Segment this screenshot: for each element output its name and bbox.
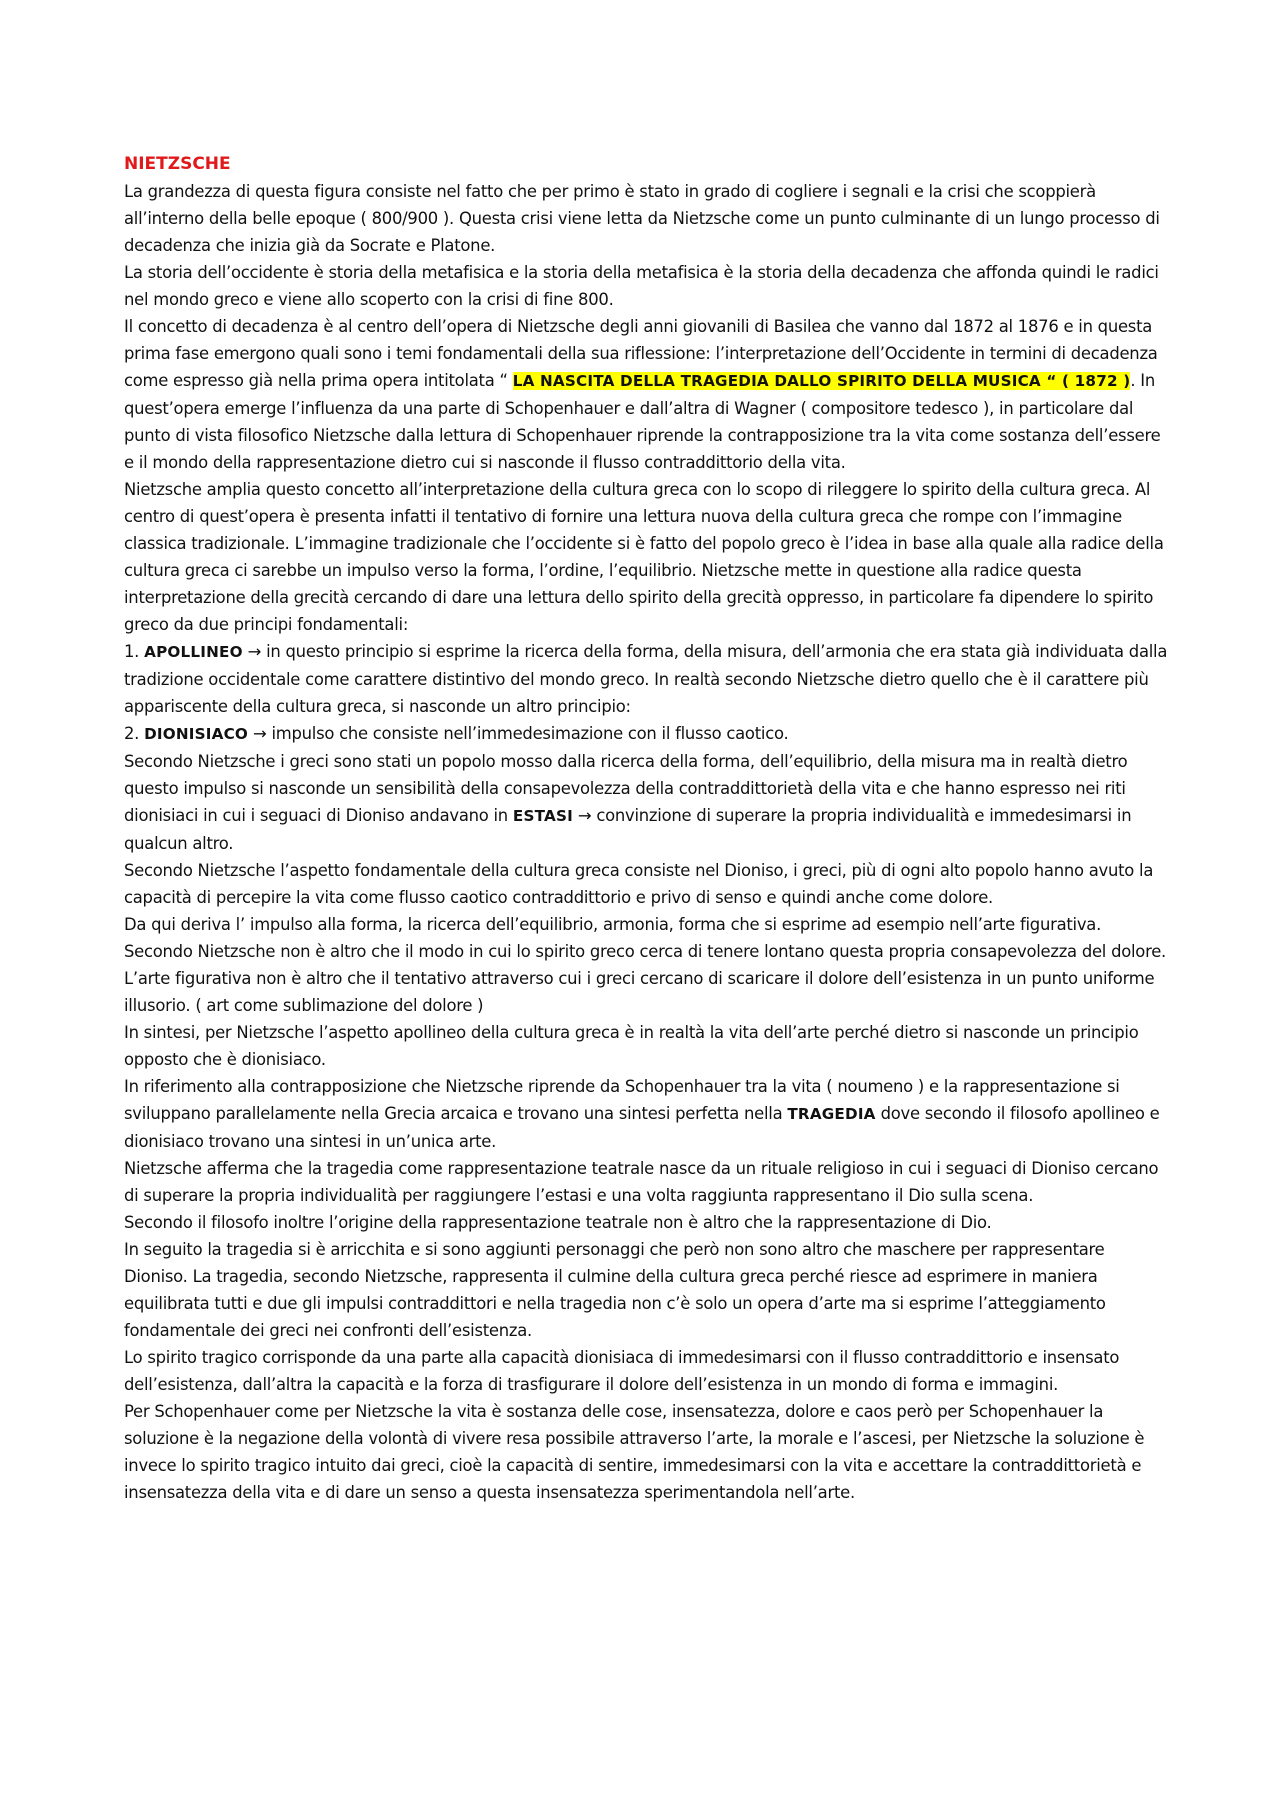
term-apollineo: APOLLINEO — [144, 643, 243, 661]
paragraph-spirito-tragico: Lo spirito tragico corrisponde da una parte alla capacità dionisiaca di immedesimarsi con il flusso contraddittorio e insensato dell’esistenza, dall’altra la capacità e la forza di trasfigurare il dolore dell’esistenza in un mondo di forma e immagini. — [124, 1348, 1120, 1394]
list-item-text: → impulso che consiste nell’immedesimazione con il flusso caotico. — [248, 724, 789, 743]
page-title: NIETZSCHE — [124, 154, 231, 174]
term-dionisiaco: DIONISIACO — [144, 725, 249, 743]
paragraph-metaphysics: La storia dell’occidente è storia della metafisica e la storia della metafisica è la storia della decadenza che affonda quindi le radici nel mondo greco e viene allo scoperto con la crisi di fine 800. — [124, 263, 1159, 309]
paragraph-arte-figurativa: L’arte figurativa non è altro che il tentativo attraverso cui i greci cercano di scaricare il dolore dell’esistenza in un punto uniforme illusorio. ( art come sublimazione del dolore ) — [124, 969, 1155, 1015]
document-body — [124, 151, 1170, 1506]
paragraph-intro: La grandezza di questa figura consiste nel fatto che per primo è stato in grado di cogliere i segnali e la crisi che scoppierà all’interno della belle epoque ( 800/900 ). Questa crisi viene letta da Nietzsche come un punto culminante di un lungo processo di decadenza che inizia già da Socrate e Platone. — [124, 182, 1160, 255]
highlighted-book-title: LA NASCITA DELLA TRAGEDIA DALLO SPIRITO DELLA MUSICA “ ( 1872 ) — [512, 372, 1131, 390]
paragraph-text: → convinzione di superare la propria individualità e immedesimarsi in qualcun altro. — [124, 806, 1132, 853]
paragraph-schopenhauer: Per Schopenhauer come per Nietzsche la vita è sostanza delle cose, insensatezza, dolore e caos però per Schopenhauer la soluzione è la negazione della volontà di vivere resa possibile attraverso l’arte, la morale e l’ascesi, per Nietzsche la soluzione è invece lo spirito tragico intuito dai greci, cioè la capacità di sentire, immedesimarsi con la vita e accettare la contraddittorietà e insensatezza della vita e di dare un senso a questa insensatezza sperimentandola nell’arte. — [124, 1402, 1145, 1502]
paragraph-personaggi: In seguito la tragedia si è arricchita e si sono aggiunti personaggi che però non sono altro che maschere per rappresentare Dioniso. La tragedia, secondo Nietzsche, rappresenta il culmine della cultura greca perché riesce ad esprimere in maniera equilibrata tutti e due gli impulsi contraddittori e nella tragedia non c’è solo un opera d’arte ma si esprime l’atteggiamento fondamentale dei greci nei confronti dell’esistenza. — [124, 1240, 1106, 1340]
paragraph-tragedia — [124, 1073, 1170, 1155]
list-number: 2. — [124, 724, 145, 743]
paragraph-text: In riferimento alla contrapposizione che Nietzsche riprende da Schopenhauer tra la vita ( noumeno ) e la rappresentazione si sviluppano parallelamente nella Grecia arcaica e trovano una sintesi perfetta nella — [124, 1077, 1120, 1123]
paragraph-text: Secondo Nietzsche i greci sono stati un popolo mosso dalla ricerca della forma, dell’equilibrio, della misura ma in realtà dietro questo impulso si nasconde un sensibilità della consapevolezza della contraddittorietà della vita e che hanno espresso nei riti dionisiaci in cui i seguaci di Dioniso andavano in — [124, 752, 1128, 825]
paragraph-estasi — [124, 748, 1170, 857]
paragraph-spirito-greco: Secondo Nietzsche non è altro che il modo in cui lo spirito greco cerca di tenere lontano questa propria consapevolezza del dolore. — [124, 942, 1167, 961]
term-estasi: ESTASI — [512, 807, 573, 825]
paragraph-sintesi: In sintesi, per Nietzsche l’aspetto apollineo della cultura greca è in realtà la vita dell’arte perché dietro si nasconde un principio opposto che è dionisiaco. — [124, 1023, 1139, 1069]
list-item-dionisiaco — [124, 720, 1170, 748]
paragraph-text: . In quest’opera emerge l’influenza da una parte di Schopenhauer e dall’altra di Wagner ( compositore tedesco ), in particolare dal punto di vista filosofico Nietzsche dalla lettura di Schopenhauer riprende la contrapposizione tra la vita come sostanza dell’essere e il mondo della rappresentazione dietro cui si nasconde il flusso contraddittorio della vita. — [124, 371, 1161, 472]
paragraph-greek-culture: Nietzsche amplia questo concetto all’interpretazione della cultura greca con lo scopo di rileggere lo spirito della cultura greca. Al centro di quest’opera è presenta infatti il tentativo di fornire una lettura nuova della cultura greca che rompe con l’immagine classica tradizionale. L’immagine tradizionale che l’occidente si è fatto del popolo greco è l’idea in base alla quale alla radice della cultura greca ci sarebbe un impulso verso la forma, l’ordine, l’equilibrio. Nietzsche mette in questione alla radice questa interpretazione della grecità cercando di dare una lettura dello spirito della grecità oppresso, in particolare fa dipendere lo spirito greco da due principi fondamentali: — [124, 480, 1164, 634]
paragraph-rituale: Nietzsche afferma che la tragedia come rappresentazione teatrale nasce da un rituale religioso in cui i seguaci di Dioniso cercano di superare la propria individualità per raggiungere l’estasi e una volta raggiunta rappresentano il Dio sulla scena. — [124, 1159, 1159, 1205]
list-item-text: → in questo principio si esprime la ricerca della forma, della misura, dell’armonia che era stata già individuata dalla tradizione occidentale come carattere distintivo del mondo greco. In realtà secondo Nietzsche dietro quello che è il carattere più appariscente della cultura greca, si nasconde un altro principio: — [124, 642, 1168, 716]
paragraph-dioniso: Secondo Nietzsche l’aspetto fondamentale della cultura greca consiste nel Dioniso, i greci, più di ogni alto popolo hanno avuto la capacità di percepire la vita come flusso caotico contraddittorio e privo di senso e quindi anche come dolore. — [124, 861, 1154, 907]
paragraph-origine: Secondo il filosofo inoltre l’origine della rappresentazione teatrale non è altro che la rappresentazione di Dio. — [124, 1213, 992, 1232]
list-number: 1. — [124, 642, 145, 661]
paragraph-text: Il concetto di decadenza è al centro dell’opera di Nietzsche degli anni giovanili di Basilea che vanno dal 1872 al 1876 e in questa prima fase emergono quali sono i temi fondamentali della sua riflessione: l’interpretazione dell’Occidente in termini di decadenza come espresso già nella prima opera intitolata “ — [124, 317, 1158, 390]
paragraph-decadence — [124, 313, 1170, 476]
paragraph-text: dove secondo il filosofo apollineo e dionisiaco trovano una sintesi in un’unica arte. — [124, 1104, 1160, 1151]
paragraph-impulso: Da qui deriva l’ impulso alla forma, la ricerca dell’equilibrio, armonia, forma che si esprime ad esempio nell’arte figurativa. — [124, 915, 1102, 934]
list-item-apollineo — [124, 638, 1170, 720]
term-tragedia: TRAGEDIA — [787, 1105, 876, 1123]
